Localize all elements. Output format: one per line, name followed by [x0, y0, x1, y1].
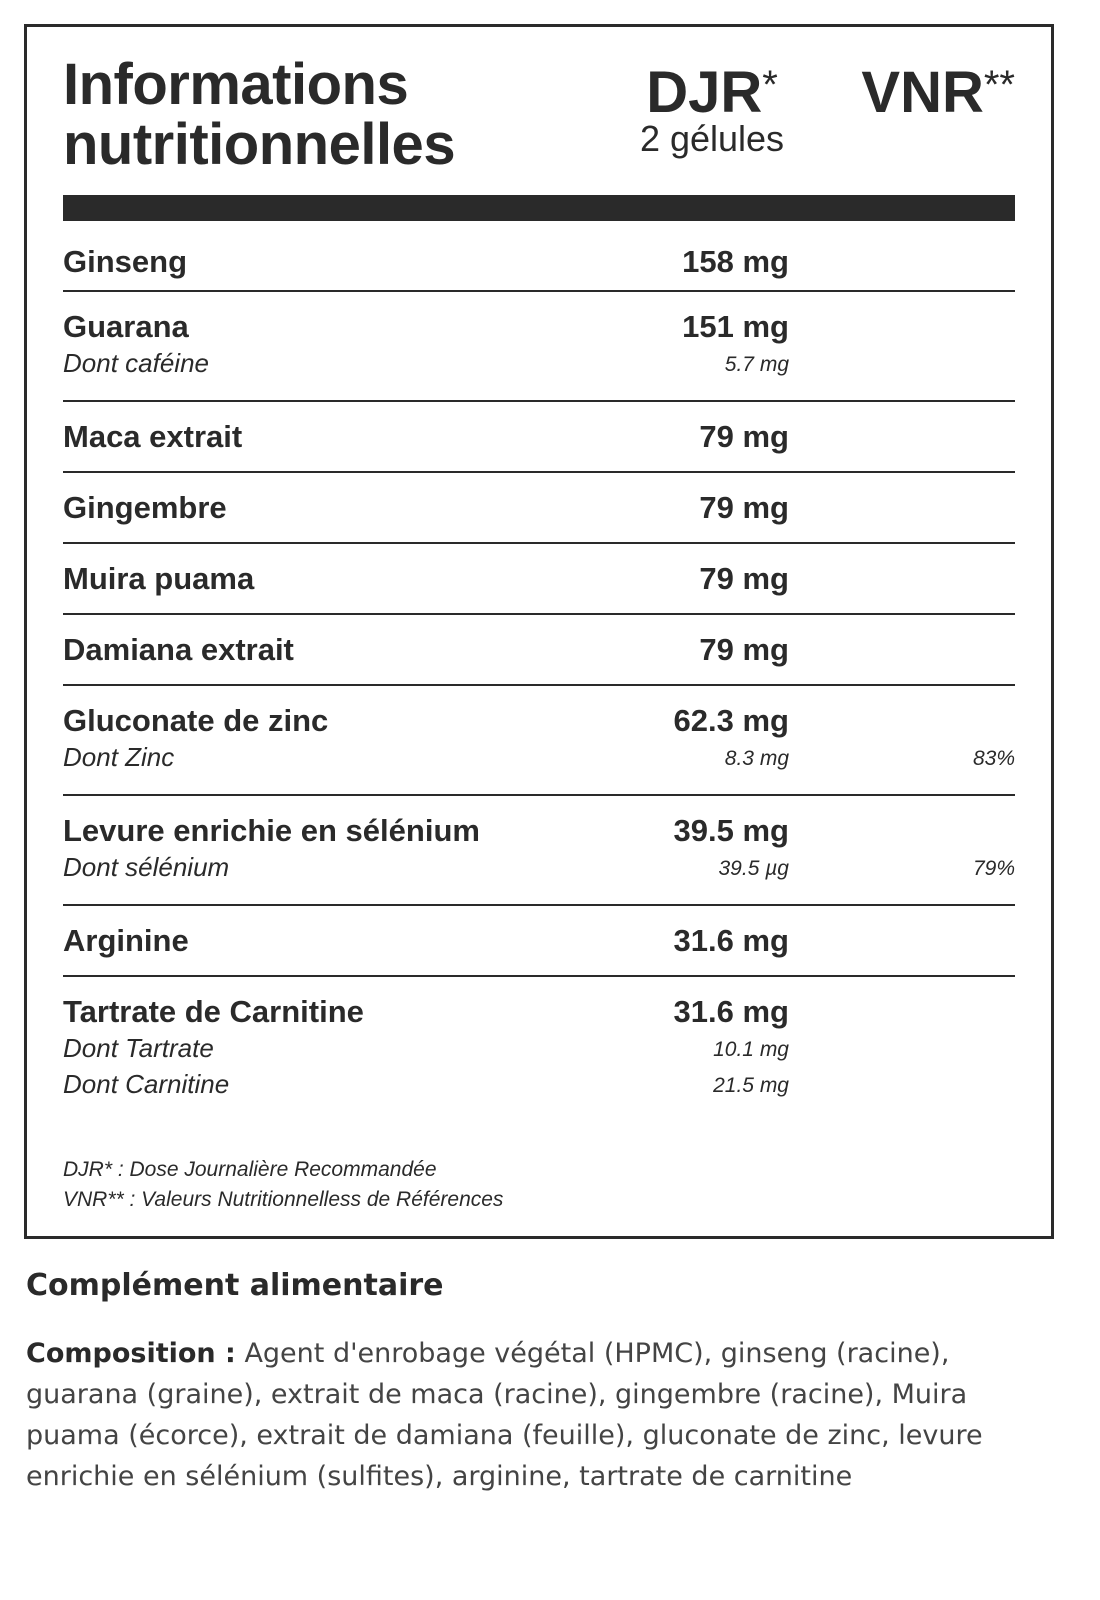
djr-label: DJR	[646, 60, 763, 125]
nutrient-row	[63, 292, 1015, 402]
djr-column-header	[607, 55, 817, 123]
nutrient-row	[63, 402, 1015, 473]
nutrient-amount: 62.3 mg	[673, 703, 789, 738]
title-line-1: Informations	[63, 52, 409, 117]
sub-nutrient-name: Dont Carnitine	[63, 1069, 230, 1099]
nutrient-amount: 31.6 mg	[673, 994, 789, 1029]
product-type-heading: Complément alimentaire	[26, 1268, 444, 1303]
nutrient-name: Damiana extrait	[63, 632, 294, 667]
sub-nutrient-amount: 5.7 mg	[724, 353, 789, 376]
nutrient-table	[63, 221, 1015, 1117]
nutrient-row	[63, 796, 1015, 906]
composition-label: Composition :	[26, 1338, 236, 1369]
nutrient-row	[63, 615, 1015, 686]
nutrient-row	[63, 221, 1015, 292]
nutrition-facts-panel	[24, 24, 1054, 1239]
sub-nutrient-name: Dont Tartrate	[63, 1033, 214, 1063]
nutrient-row	[63, 686, 1015, 796]
header-divider-bar	[63, 195, 1015, 221]
nutrient-amount: 79 mg	[699, 419, 789, 454]
serving-size: 2 gélules	[639, 118, 785, 159]
panel-title	[63, 52, 456, 177]
composition-text: Agent d'enrobage végétal (HPMC), ginseng (racine), guarana (graine), extrait de maca (racine), gingembre (racine), Muira puama (écorce), extrait de damiana (feuille), gluconate de zinc, levure enrichie en sélénium (sulfites), arginine, tartrate de carnitine	[26, 1338, 983, 1492]
composition-paragraph	[26, 1333, 1066, 1497]
sub-nutrient-vnr: 83%	[972, 747, 1015, 770]
nutrient-name: Gluconate de zinc	[63, 703, 329, 738]
nutrient-amount: 79 mg	[699, 490, 789, 525]
sub-nutrient-name: Dont sélénium	[63, 852, 230, 882]
footnote-djr: DJR* : Dose Journalière Recommandée	[63, 1158, 437, 1181]
footnotes	[63, 1155, 503, 1215]
nutrient-name: Tartrate de Carnitine	[63, 994, 364, 1029]
nutrient-amount: 79 mg	[699, 632, 789, 667]
title-line-2: nutritionnelles	[63, 112, 456, 177]
vnr-mark: **	[983, 63, 1015, 107]
nutrient-name: Guarana	[63, 309, 189, 344]
nutrient-amount: 39.5 mg	[673, 813, 789, 848]
sub-nutrient-amount: 39.5 µg	[718, 857, 789, 880]
nutrient-row	[63, 544, 1015, 615]
nutrient-name: Muira puama	[63, 561, 255, 596]
sub-nutrient-amount: 21.5 mg	[713, 1074, 789, 1097]
djr-mark: *	[762, 63, 778, 107]
nutrient-amount: 151 mg	[682, 309, 789, 344]
sub-nutrient-name: Dont Zinc	[63, 742, 175, 772]
sub-nutrient-amount: 8.3 mg	[724, 747, 789, 770]
vnr-column-header	[861, 55, 1015, 123]
nutrient-name: Arginine	[63, 923, 189, 958]
nutrient-row	[63, 977, 1015, 1117]
nutrient-amount: 31.6 mg	[673, 923, 789, 958]
nutrient-row	[63, 906, 1015, 977]
nutrient-amount: 79 mg	[699, 561, 789, 596]
nutrient-name: Levure enrichie en sélénium	[63, 813, 480, 848]
nutrient-name: Gingembre	[63, 490, 227, 525]
nutrient-row	[63, 473, 1015, 544]
vnr-label: VNR	[861, 60, 984, 125]
sub-nutrient-vnr: 79%	[972, 857, 1015, 880]
sub-nutrient-name: Dont caféine	[63, 348, 209, 378]
sub-nutrient-amount: 10.1 mg	[713, 1038, 789, 1061]
nutrient-name: Ginseng	[63, 244, 188, 279]
footnote-vnr: VNR** : Valeurs Nutritionnelless de Références	[63, 1188, 504, 1211]
nutrient-amount: 158 mg	[682, 244, 789, 279]
nutrient-name: Maca extrait	[63, 419, 243, 454]
